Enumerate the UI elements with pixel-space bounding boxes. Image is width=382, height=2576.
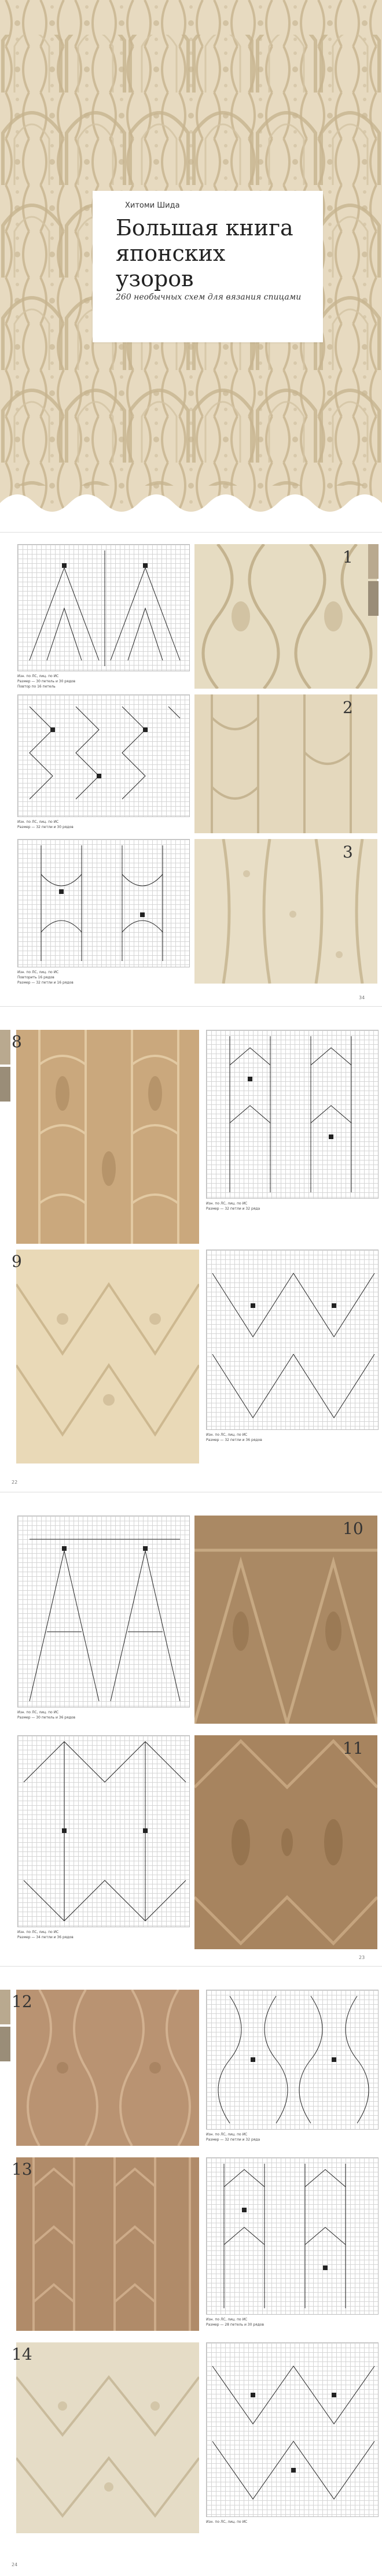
pattern-number: 11: [343, 1739, 363, 1758]
chart-legend-13: Изн. по ЛС, лиц. по ИС Размер — 28 петель и 30 рядов: [206, 2318, 265, 2327]
book-title: Большая книга японских узоров: [116, 215, 293, 291]
book-page-3: [0, 1492, 382, 1967]
knit-sample-photo-8: [16, 1030, 199, 1244]
author-name: Хитоми Шида: [125, 201, 180, 210]
book-page-4: [0, 1966, 382, 2576]
knitting-chart-13: [206, 2157, 379, 2315]
book-page-2: [0, 1006, 382, 1492]
pattern-number: 14: [12, 2345, 32, 2364]
pattern-number: 13: [12, 2160, 32, 2179]
chart-legend-12: Изн. по ЛС, лиц. по ИС Размер — 32 петли и 32 ряда: [206, 2133, 260, 2142]
chart-legend-11: Изн. по ЛС, лиц. по ИС Размер — 34 петли и 36 рядов: [17, 1930, 74, 1939]
chart-legend-8: Изн. по ЛС, лиц. по ИС Размер — 32 петли и 32 ряда: [206, 1202, 260, 1211]
page-folio: 23: [359, 1955, 365, 1960]
book-subtitle: 260 необычных схем для вязания спицами: [116, 293, 302, 302]
chapter-tab: [0, 1030, 10, 1065]
pattern-number: 3: [343, 842, 353, 862]
page-folio: 22: [12, 1480, 18, 1485]
knit-sample-photo-9: [16, 1250, 199, 1463]
chart-legend-1: Изн. по ЛС, лиц. по ИС Размер — 30 петель и 30 рядов Повтор по 16 петель: [17, 674, 76, 689]
knitting-chart-14: [206, 2342, 379, 2517]
chapter-tab: [368, 544, 379, 579]
page-folio: 24: [12, 2562, 18, 2567]
knitting-chart-10: [17, 1516, 190, 1708]
knit-sample-photo-14: [16, 2342, 199, 2533]
chart-legend-2: Изн. по ЛС, лиц. по ИС Размер — 32 петли и 30 рядов: [17, 820, 74, 829]
knit-sample-photo-10: [194, 1516, 377, 1724]
chapter-tab: [0, 1067, 10, 1102]
chapter-tab: [0, 2027, 10, 2061]
knit-sample-photo-13: [16, 2157, 199, 2331]
knitting-chart-2: [17, 694, 190, 817]
knitting-chart-1: [17, 544, 190, 671]
knitting-chart-11: [17, 1735, 190, 1927]
chart-legend-3: Изн. по ЛС, лиц. по ИС Повторить 16 рядов Размер — 32 петли и 16 рядов: [17, 970, 74, 985]
knitting-chart-8: [206, 1030, 379, 1199]
pattern-number: 1: [343, 548, 353, 567]
pattern-number: 10: [343, 1519, 363, 1538]
chart-legend-9: Изн. по ЛС, лиц. по ИС Размер — 32 петли и 36 рядов: [206, 1433, 262, 1442]
title-card: [93, 191, 323, 342]
pattern-number: 12: [12, 1992, 32, 2011]
chart-legend-14: Изн. по ЛС, лиц. по ИС: [206, 2520, 248, 2524]
knit-sample-photo-12: [16, 1990, 199, 2146]
knit-sample-photo-11: [194, 1735, 377, 1949]
page-folio: 34: [359, 995, 365, 1000]
book-page-1: [0, 532, 382, 1007]
chapter-tab: [0, 1990, 10, 2024]
pattern-number: 9: [12, 1252, 22, 1271]
knitting-chart-12: [206, 1990, 379, 2130]
knitting-chart-9: [206, 1250, 379, 1430]
pattern-number: 8: [12, 1032, 22, 1051]
knitting-chart-3: [17, 839, 190, 967]
book-cover: [0, 0, 382, 532]
chapter-tab: [368, 581, 379, 616]
chart-legend-10: Изн. по ЛС, лиц. по ИС Размер — 30 петель и 36 рядов: [17, 1710, 76, 1720]
pattern-number: 2: [343, 698, 353, 717]
